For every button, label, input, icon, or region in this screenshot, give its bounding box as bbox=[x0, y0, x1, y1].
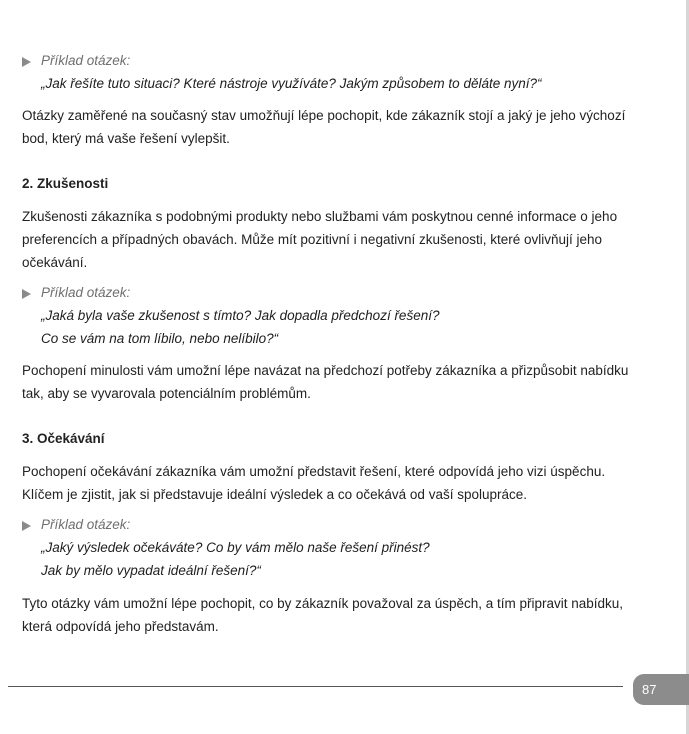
example-questions-experience bbox=[22, 282, 642, 350]
example-questions-expectations bbox=[22, 514, 642, 582]
section-heading-experience: 2. Zkušenosti bbox=[22, 176, 109, 191]
triangle-bullet-icon bbox=[22, 289, 31, 299]
triangle-bullet-icon bbox=[22, 57, 31, 67]
page-number: 87 bbox=[642, 682, 657, 697]
example-questions-current-state bbox=[22, 50, 642, 95]
paragraph-expectations-outro: Tyto otázky vám umožní lépe pochopit, co by zákazník považoval za úspěch, a tím připravit nabídku, která odpovídá jeho představám. bbox=[22, 596, 624, 634]
example-label: Příklad otázek: bbox=[41, 53, 131, 68]
paragraph-expectations-intro: Pochopení očekávání zákazníka vám umožní představit řešení, které odpovídá jeho vizi úspěchu. Klíčem je zjistit, jak si představuje ideální výsledek a co očekává od vaší spolupráce. bbox=[22, 464, 606, 502]
triangle-bullet-icon bbox=[22, 521, 31, 531]
example-quote-line: Co se vám na tom líbilo, nebo nelíbilo?“ bbox=[41, 331, 279, 346]
section-heading-expectations: 3. Očekávání bbox=[22, 431, 105, 446]
example-quote-line: „Jaká byla vaše zkušenost s tímto? Jak dopadla předchozí řešení? bbox=[41, 308, 440, 323]
example-label: Příklad otázek: bbox=[41, 285, 131, 300]
example-label: Příklad otázek: bbox=[41, 517, 131, 532]
example-quote-line: „Jak řešíte tuto situaci? Které nástroje využíváte? Jakým způsobem to děláte nyní?“ bbox=[41, 76, 542, 91]
example-quote-line: Jak by mělo vypadat ideální řešení?“ bbox=[41, 563, 261, 578]
paragraph-experience-outro: Pochopení minulosti vám umožní lépe navázat na předchozí potřeby zákazníka a přizpůsobit nabídku tak, aby se vyvarovala potenciálním problémům. bbox=[22, 363, 629, 401]
paragraph-experience-intro: Zkušenosti zákazníka s podobnými produkty nebo službami vám poskytnou cenné informace o jeho preferencích a případných obavách. Může mít pozitivní i negativní zkušenosti, které ovlivňují jeho očekávání. bbox=[22, 209, 618, 270]
page-number-tab bbox=[633, 674, 689, 705]
footer-divider bbox=[8, 686, 623, 687]
paragraph-current-state: Otázky zaměřené na současný stav umožňují lépe pochopit, kde zákazník stojí a jaký je jeho výchozí bod, který má vaše řešení vylepšit. bbox=[22, 108, 626, 146]
example-quote-line: „Jaký výsledek očekáváte? Co by vám mělo naše řešení přinést? bbox=[41, 540, 430, 555]
